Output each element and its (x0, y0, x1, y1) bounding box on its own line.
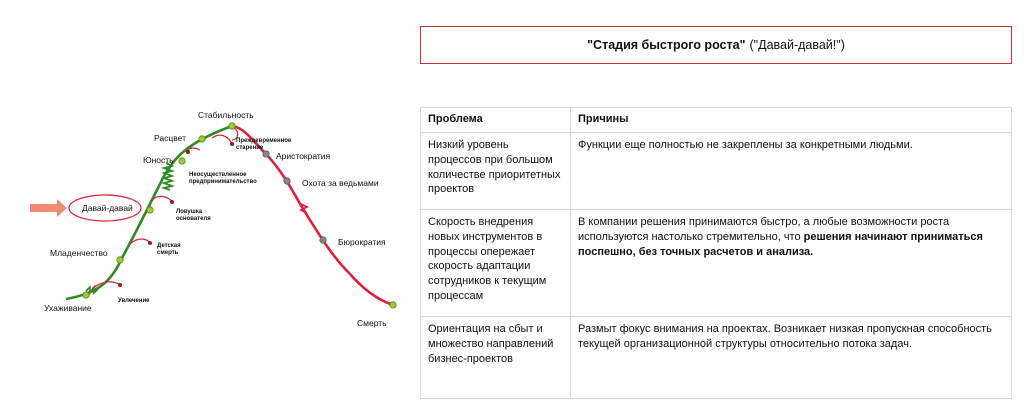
stage-label-death: Смерть (357, 318, 387, 328)
dot-youth (179, 158, 185, 164)
trap-label-premature-aging: Преждевременное старение (236, 138, 292, 152)
cause-cell (571, 132, 1012, 209)
stage-label-prime: Расцвет (154, 133, 186, 143)
stage-title (420, 26, 1012, 64)
dot-prime (199, 136, 205, 142)
stage-label-witch-hunt: Охота за ведьмами (302, 178, 379, 188)
dot-death (390, 302, 396, 308)
stage-label-aristocracy: Аристократия (276, 151, 331, 161)
trap-dot-premature (230, 142, 234, 146)
stage-title-rest: ("Давай-давай!") (749, 38, 845, 52)
lifecycle-diagram (0, 88, 412, 338)
trap-label-infant-mortality: Детская смерть (157, 243, 181, 257)
dot-stability (229, 123, 235, 129)
dot-infancy (117, 257, 123, 263)
stage-label-courtship: Ухаживание (44, 303, 92, 313)
stage-label-go-go: Давай-давай (82, 203, 133, 213)
header-causes: Причины (571, 108, 1012, 133)
stage-label-bureaucracy: Бюрократия (338, 237, 386, 247)
trap-branch-founder (152, 196, 172, 202)
cause-text: В компании решения принимаются быстро, а любые возможности роста используются настолько стремительно, что (578, 215, 950, 243)
dot-courtship (83, 292, 89, 298)
trap-label-affair: Увлечение (118, 298, 150, 304)
problems-table (420, 107, 1012, 399)
cause-cell (571, 316, 1012, 398)
table-row (421, 209, 1012, 316)
dot-bureaucracy (320, 237, 326, 243)
dot-go-go (147, 207, 153, 213)
trap-dot-affair (118, 283, 122, 287)
pointer-arrow (30, 199, 67, 217)
header-problem: Проблема (421, 108, 571, 133)
cause-text-bold: решения начинают приниматься поспешно, без точных расчетов и анализа. (578, 230, 983, 258)
table-header-row (421, 108, 1012, 133)
trap-dot-founder (170, 200, 174, 204)
trap-label-founder: Ловушка основателя (176, 209, 211, 223)
cause-text: Функции еще полностью не закреплены за конкретными людьми. (578, 138, 913, 151)
trap-dot-infant (148, 241, 152, 245)
table-row (421, 316, 1012, 398)
stage-title-bold: "Стадия быстрого роста" (587, 38, 746, 52)
table-row (421, 132, 1012, 209)
trap-dot-unfulfilled (186, 150, 190, 154)
trap-branch-premature (212, 135, 232, 144)
stage-label-infancy: Младенчество (50, 248, 108, 258)
dot-witch-hunt (284, 178, 290, 184)
trap-label-unfulfilled: Неосуществленное предпринимательство (189, 172, 257, 186)
problem-cell: Ориентация на сбыт и множество направлений бизнес-проектов (421, 316, 571, 398)
problem-cell: Скорость внедрения новых инструментов в процессы опережает скорость адаптации сотрудников к текущим процессам (421, 209, 571, 316)
stage-label-stability: Стабильность (198, 110, 254, 120)
problem-cell: Низкий уровень процессов при большом количестве приоритетных проектов (421, 132, 571, 209)
cause-cell (571, 209, 1012, 316)
cause-text: Размыт фокус внимания на проектах. Возникает низкая пропускная способность текущей организационной структуры относительно потока задач. (578, 322, 992, 350)
stage-label-youth: Юность (143, 155, 174, 165)
